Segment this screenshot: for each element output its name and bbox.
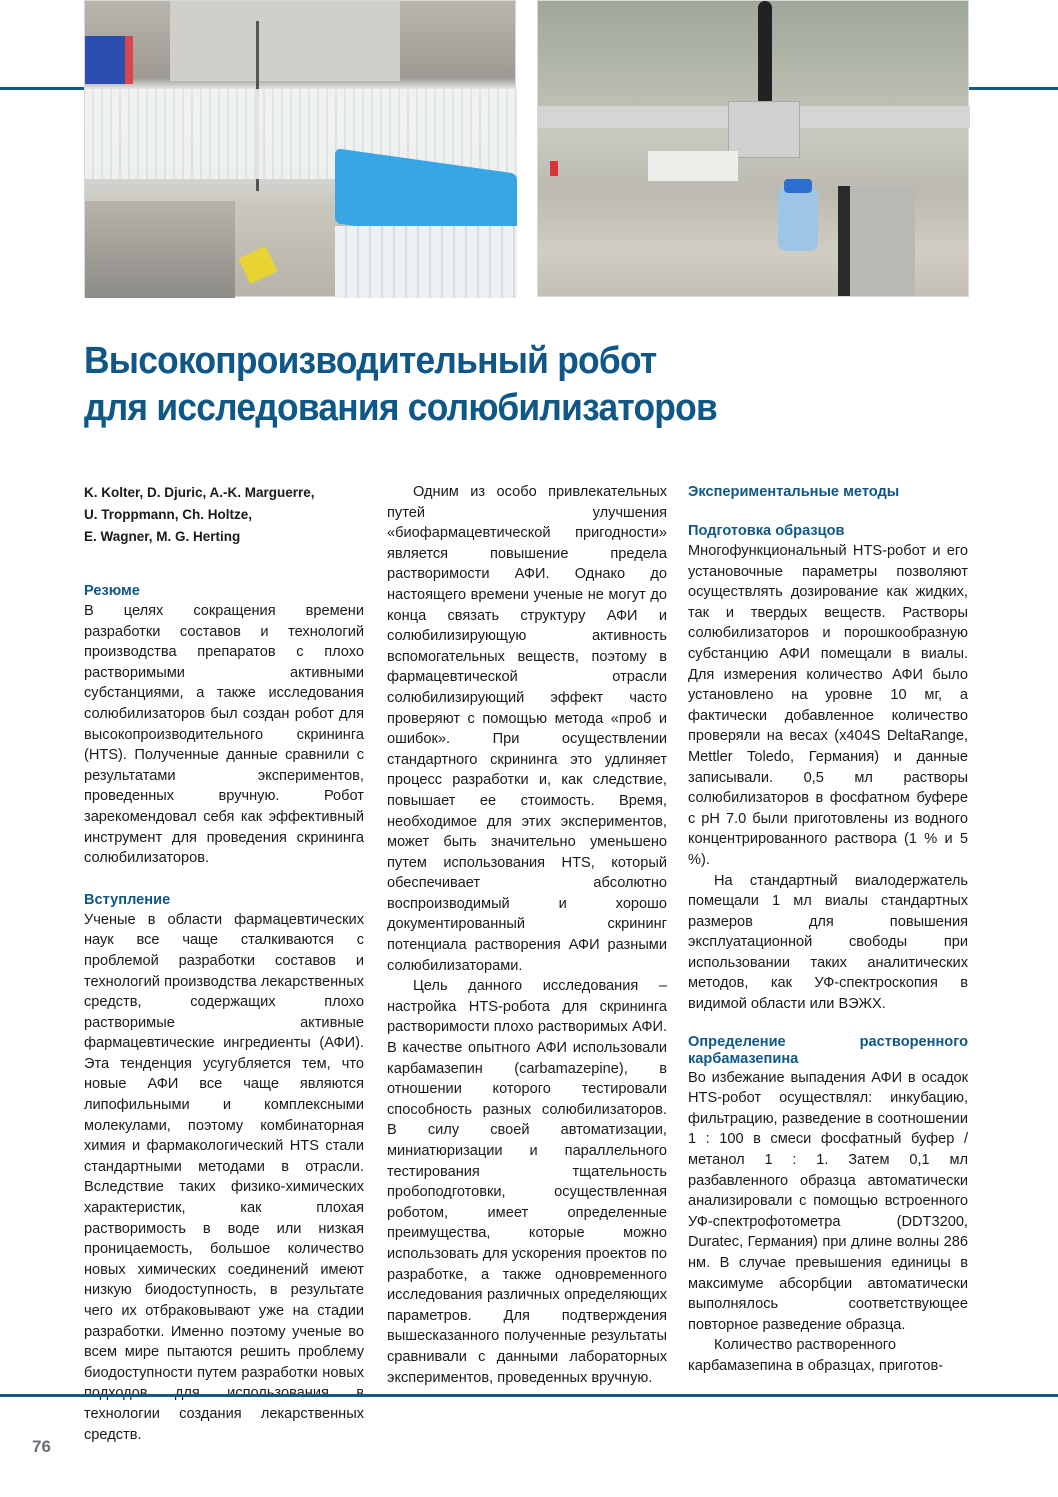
photo-yellow-connector (238, 246, 277, 284)
photo-vials-front (335, 226, 517, 298)
photo-bottle-cap (784, 179, 812, 193)
header-rule-right (969, 87, 1058, 90)
section-heading-intro: Вступление (84, 891, 171, 908)
photo-robot-needle-vials (84, 0, 516, 297)
determination-paragraph-2: Количество растворенного карбамазепина в образцах, приготов- (688, 1337, 944, 1374)
photo-robot-arm (728, 101, 800, 158)
page-number: 76 (32, 1437, 51, 1456)
section-heading-summary: Резюме (84, 583, 140, 599)
title-line-2: для исследования солюбилизаторов (84, 387, 717, 429)
intro-paragraph-2: Одним из особо привлекательных путей улучшения «биофармацевтической пригодности» является повышение предела растворимости АФИ. Однако до настоящего времени ученые не могут до конца связать структуру АФИ и солюбилизирующую активность вспомогательных веществ, поэтому в фармацевтической отрасли солюбилизирующий эффект часто проверяют с помощью метода «проб и ошибок». При осуществлении стандартного скрининга это удлиняет процесс разработки и, как следствие, повышает ее стоимость. Время, необходимое для этих экспериментов, может быть значительно уменьшено путем использования HTS, который обеспечивает абсолютно воспроизводимый и хорошо документированный скрининг потенциала растворения АФИ разными солюбилизаторами. (387, 484, 667, 974)
photo-instrument-box (838, 186, 915, 296)
section-heading-sample-prep: Подготовка образцов (688, 523, 845, 539)
author-list (84, 482, 364, 548)
photo-cable-chain (758, 1, 772, 106)
column-3 (688, 482, 968, 1377)
column-2 (387, 482, 667, 1388)
footer-rule (0, 1394, 1058, 1397)
photo-hts-robot-station (537, 0, 969, 297)
intro-paragraph-3: Цель данного исследования – настройка HTS-робота для скрининга растворимости плохо растворимых АФИ. В качестве опытного АФИ использовали карбамазепин (carbamazepine), в отношении которого тестировали способность разных солюбилизаторов. В силу своей автоматизации, миниатюризации и параллельного тестирования тщательность пробоподготовки, осуществленная роботом, имеет определенные преимущества, которые можно использовать для ускорения проектов по разработке, а также одновременного исследования различных определяющих параметров. Для подтверждения вышесказанного полученные результаты сравнивали с данными лабораторных экспериментов, проведенных вручную. (387, 978, 667, 1386)
section-heading-methods: Экспериментальные методы (688, 484, 900, 500)
author-line: K. Kolter, D. Djuric, A.-K. Marguerre, (84, 485, 315, 500)
article-title (84, 338, 717, 432)
intro-paragraph-1: Ученые в области фармацевтических наук все чаще сталкиваются с проблемой разработки составов и технологий производства лекарственных средств, содержащих плохо растворимые активные фармацевтические ингредиенты (АФИ). Эта тенденция усугубляется тем, что новые АФИ все чаще являются липофильными и комплексными молекулами, поэтому комбинаторная химия и фармакологический HTS стали стандартными методами в отрасли. Вследствие таких физико-химических характеристик, как плохая растворимость в воде или низкая проницаемость, большое количество новых химических соединений имеют низкую биодоступность, в результате чего их отбраковывают уже на стадии разработки. Именно поэтому ученые во всем мире пытаются решить проблему биодоступности путем разработки новых технологии создания лекарственных средств. (84, 911, 364, 1443)
header-rule-left (0, 87, 84, 90)
author-line: E. Wagner, M. G. Herting (84, 529, 241, 544)
title-line-1: Высокопроизводительный робот (84, 340, 657, 382)
summary-text: В целях сокращения времени разработки составов и технологий производства препаратов с плохо растворимыми активными субстанциями, а также исследования солюбилизаторов был создан робот для высокопроизводительного скрининга (HTS). Полученные данные сравнили с результатами экспериментов, проведенных вручную. Робот зарекомендовал себя как эффективный инструмент для проведения скрининга солюбилизаторов. (84, 603, 364, 867)
photo-machine-block (170, 1, 400, 81)
photo-red-tag (550, 161, 558, 176)
column-1 (84, 482, 364, 1443)
photo-base-mechanics (85, 201, 235, 298)
author-line: U. Troppmann, Ch. Holtze, (84, 507, 252, 522)
photo-blue-panel (85, 36, 125, 84)
sample-prep-paragraph-1: Многофункциональный HTS-робот и его установочные параметры позволяют осуществлять дозирование как жидких, так и твердых веществ. Растворы солюбилизаторов и порошкообразную субстанцию АФИ помещали в виалы. Для измерения количество АФИ было установлено на уровне 10 мг, а фактически добавленное количество проверяли на весах (x404S DeltaRange, Mettler Toledo, Германия) и данные записывали. 0,5 мл растворы солюбилизаторов в фосфатном буфере с pH 7.0 были приготовлены из водного концентрированного раствора (1 % и 5 %). (688, 543, 968, 868)
sample-prep-paragraph-2: На стандартный виалодержатель помещали 1 мл виалы стандартных размеров для повышения эксплуатационной свободы при использовании таких аналитических методов, как УФ-спектроскопия в видимой области или ВЭЖХ. (688, 872, 968, 1013)
photo-blue-bottle (778, 186, 818, 251)
section-heading-determination: Определение растворенного карбамазепина (688, 1033, 968, 1067)
determination-paragraph-1: Во избежание выпадения АФИ в осадок HTS-робот осуществлял: инкубацию, фильтрацию, разведение в соотношении 1 : 100 в смеси фосфатный буфер / метанол 1 : 1. Затем 0,1 мл разбавленного образца автоматически анализировали с помощью встроенного УФ-спектрофотометра (DDT3200, Duratec, Германия) при длине волны 286 нм. В случае превышения единицы в максимуме абсорбции автоматически выполнялось соответствующее повторное разведение образца. (688, 1069, 968, 1333)
photo-red-stripe (125, 36, 133, 84)
photo-white-plate (648, 151, 738, 181)
